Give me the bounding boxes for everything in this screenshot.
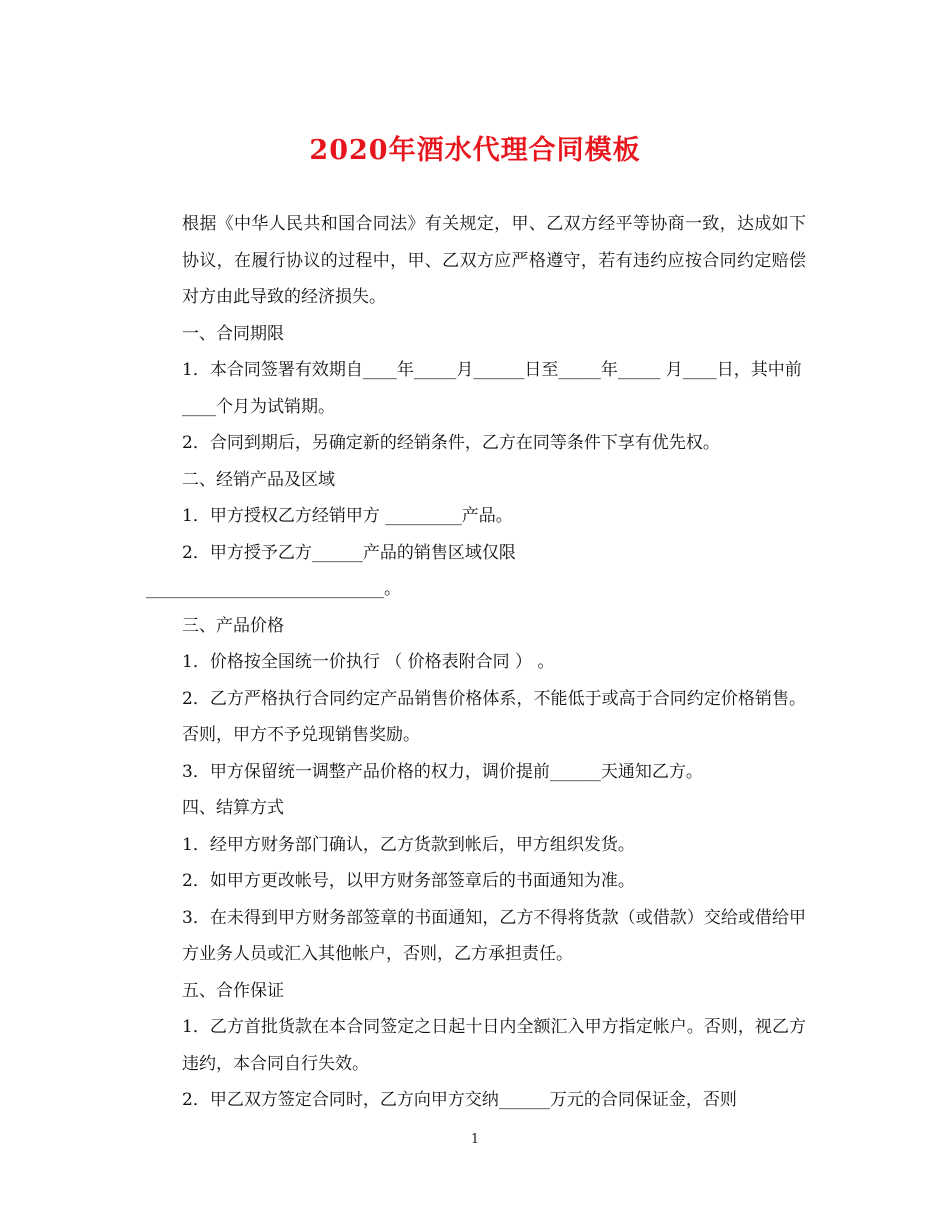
clause-3-2: 2．乙方严格执行合同约定产品销售价格体系，不能低于或高于合同约定价格销售。否则，甲方不予兑现销售奖励。 [182, 688, 806, 745]
clause-5-1: 1．乙方首批货款在本合同签定之日起十日内全额汇入甲方指定帐户。否则，视乙方违约，本合同自行失效。 [182, 1017, 806, 1074]
page-number: 1 [470, 1132, 480, 1147]
section-heading-price: 三、产品价格 [182, 615, 284, 636]
clause-1-2: 2．合同到期后，另确定新的经销条件，乙方在同等条件下享有优先权。 [182, 433, 720, 453]
clause-1-1: 1．本合同签署有效期自____年_____月______日至_____年_____ 月____日，其中前____个月为试销期。 [182, 360, 802, 417]
clause-2-2: 2．甲方授予乙方______产品的销售区域仅限 [182, 542, 516, 563]
document-body [146, 206, 806, 1119]
clause-2-1: 1．甲方授权乙方经销甲方 _________产品。 [182, 506, 513, 526]
clause-3-1: 1．价格按全国统一价执行 （ 价格表附合同 ） 。 [182, 652, 555, 672]
section-heading-settlement: 四、结算方式 [182, 798, 284, 818]
clause-3-3: 3．甲方保留统一调整产品价格的权力，调价提前______天通知乙方。 [182, 761, 703, 782]
section-heading-products: 二、经销产品及区域 [182, 469, 335, 490]
section-heading-guarantee: 五、合作保证 [182, 980, 284, 1001]
clause-4-3: 3．在未得到甲方财务部签章的书面通知，乙方不得将货款（或借款）交给或借给甲方业务人员或汇入其他帐户，否则，乙方承担责任。 [182, 907, 806, 964]
document-title: 2020年酒水代理合同模板 [309, 135, 641, 166]
paragraph-preamble: 根据《中华人民共和国合同法》有关规定，甲、乙双方经平等协商一致，达成如下协议，在履行协议的过程中，甲、乙双方应严格遵守，若有违约应按合同约定赔偿对方由此导致的经济损失。 [182, 214, 806, 307]
clause-2-2-continued: ____________________________。 [146, 579, 401, 599]
clause-5-2: 2．甲乙双方签定合同时，乙方向甲方交纳______万元的合同保证金，否则 [182, 1090, 737, 1110]
clause-4-1: 1．经甲方财务部门确认，乙方货款到帐后，甲方组织发货。 [182, 834, 635, 855]
section-heading-term: 一、合同期限 [182, 323, 284, 344]
clause-4-2: 2．如甲方更改帐号，以甲方财务部签章后的书面通知为准。 [182, 871, 635, 891]
